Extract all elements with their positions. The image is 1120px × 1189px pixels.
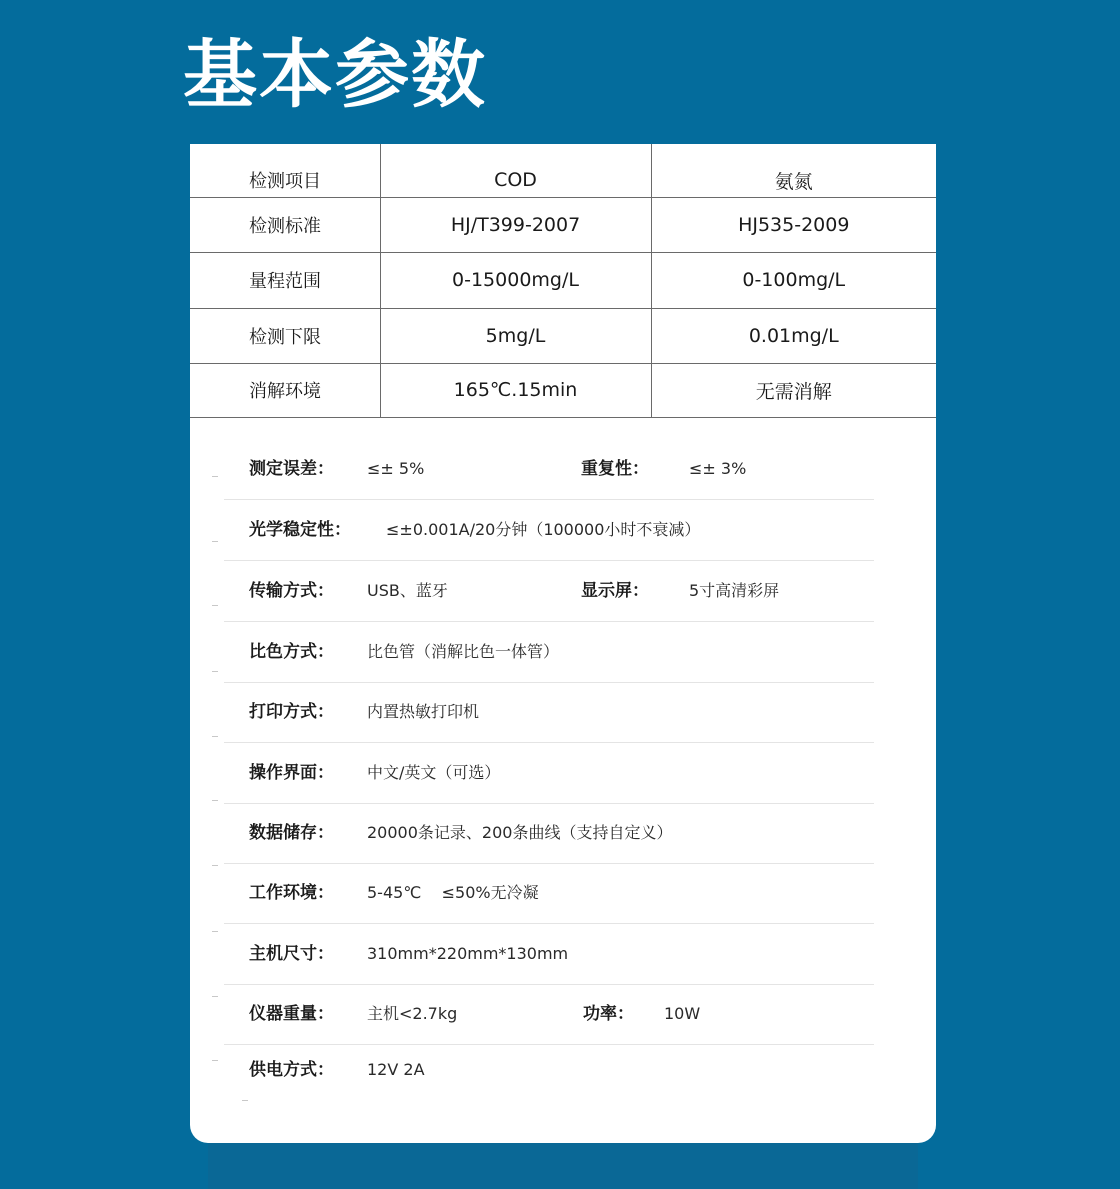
table-row [190, 197, 936, 252]
spec-table [190, 144, 936, 418]
param-value: ≤± 5% [367, 459, 425, 478]
param-value: 20000条记录、200条曲线（支持自定义） [367, 823, 673, 842]
param-value: USB、蓝牙 [367, 581, 448, 600]
cod-value: 5mg/L [380, 308, 651, 363]
param-label: 主机尺寸： [249, 944, 334, 964]
param-row-print [224, 682, 874, 743]
ammonia-value: 0-100mg/L [651, 252, 936, 308]
param-label: 比色方式： [249, 642, 334, 662]
param-label-secondary: 重复性： [581, 459, 649, 479]
param-value: 内置热敏打印机 [367, 702, 480, 721]
page-title: 基本参数 [183, 32, 487, 118]
param-value: 中文/英文（可选） [367, 763, 501, 782]
divider-tick [212, 541, 218, 542]
param-row-interface [224, 743, 874, 804]
param-row-error [224, 439, 874, 500]
param-value: 主机<2.7kg [367, 1004, 458, 1023]
row-label: 检测标准 [190, 197, 380, 252]
table-row [190, 308, 936, 363]
param-label: 数据储存： [249, 823, 334, 843]
param-label-secondary: 显示屏： [581, 581, 649, 601]
param-label: 打印方式： [249, 702, 334, 722]
table-row [190, 363, 936, 417]
param-value: 12V 2A [367, 1060, 425, 1079]
cod-value: HJ/T399-2007 [380, 197, 651, 252]
divider-tick [212, 931, 218, 932]
divider-tick [212, 996, 218, 997]
param-label: 操作界面： [249, 763, 334, 783]
param-row-power [224, 1040, 874, 1100]
param-row-optical [224, 500, 874, 561]
divider-tick [212, 671, 218, 672]
ammonia-value: 无需消解 [651, 363, 936, 417]
param-row-weight [224, 984, 874, 1045]
row-label: 检测下限 [190, 308, 380, 363]
ammonia-value: 0.01mg/L [651, 308, 936, 363]
param-label: 传输方式： [249, 581, 334, 601]
param-label: 测定误差： [249, 459, 334, 479]
cod-value: 0-15000mg/L [380, 252, 651, 308]
divider-tick [212, 1060, 218, 1061]
param-row-transfer [224, 561, 874, 622]
ammonia-value: HJ535-2009 [651, 197, 936, 252]
row-label: 消解环境 [190, 363, 380, 417]
param-row-environment [224, 863, 874, 924]
param-value-secondary: 5寸高清彩屏 [689, 581, 780, 600]
divider-tick [212, 865, 218, 866]
param-value-secondary: ≤± 3% [689, 459, 747, 478]
ammonia-value: 氨氮 [651, 144, 936, 197]
table-row [190, 252, 936, 308]
param-row-storage [224, 803, 874, 864]
param-label: 仪器重量： [249, 1004, 334, 1024]
divider-tick [242, 1100, 248, 1101]
param-row-colorimetry [224, 622, 874, 683]
cod-value: 165℃.15min [380, 363, 651, 417]
param-label-secondary: 功率： [583, 1004, 634, 1024]
divider-tick [212, 605, 218, 606]
param-value: 比色管（消解比色一体管） [367, 642, 560, 661]
param-label: 供电方式： [249, 1060, 334, 1080]
param-value: 5-45℃ ≤50%无冷凝 [367, 883, 539, 902]
cod-value: COD [380, 144, 651, 197]
spec-card [190, 144, 936, 1143]
param-value: 310mm*220mm*130mm [367, 944, 569, 963]
row-label: 量程范围 [190, 252, 380, 308]
param-row-size [224, 924, 874, 985]
param-value-secondary: 10W [664, 1004, 701, 1023]
param-value: ≤±0.001A/20分钟（100000小时不衰减） [386, 520, 701, 539]
divider-tick [212, 476, 218, 477]
divider-tick [212, 800, 218, 801]
divider-tick [212, 736, 218, 737]
row-label: 检测项目 [190, 144, 380, 197]
param-label: 工作环境： [249, 883, 334, 903]
table-row [190, 144, 936, 197]
bottom-strip [208, 1143, 918, 1189]
param-label: 光学稳定性： [249, 520, 351, 540]
